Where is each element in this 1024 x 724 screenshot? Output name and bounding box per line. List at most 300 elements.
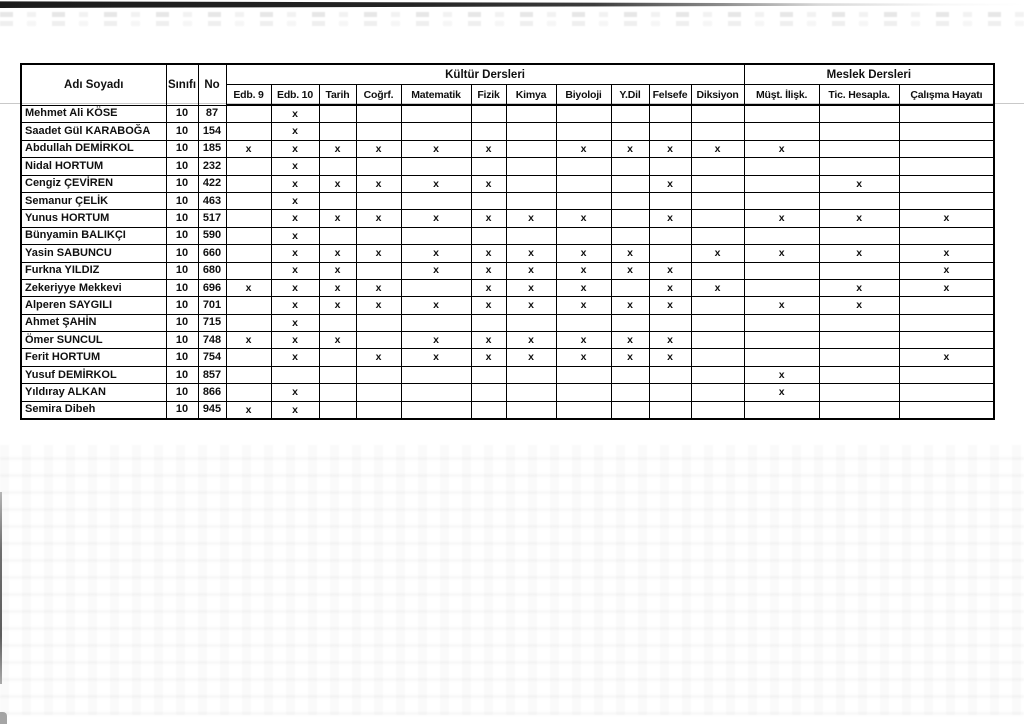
number-cell: 715: [198, 314, 226, 331]
mark-cell-y-dil: [611, 123, 649, 140]
mark-cell-diksiyon: [691, 192, 744, 209]
mark-cell-edb-10: x: [271, 192, 319, 209]
student-name-cell: Yasin SABUNCU: [21, 245, 166, 262]
mark-cell-felsefe: x: [649, 332, 691, 349]
mark-cell-tic-hesapla: [819, 140, 899, 157]
mark-cell-diksiyon: [691, 297, 744, 314]
mark-cell-kimya: [506, 227, 556, 244]
mark-cell-m-t-i-li-k: [744, 332, 819, 349]
header-edb-9: Edb. 9: [226, 85, 271, 106]
mark-cell-matematik: x: [401, 210, 471, 227]
mark-cell-diksiyon: [691, 314, 744, 331]
mark-cell-tarih: [319, 123, 356, 140]
mark-cell-m-t-i-li-k: [744, 227, 819, 244]
number-cell: 154: [198, 123, 226, 140]
mark-cell-edb-9: x: [226, 140, 271, 157]
mark-cell-felsefe: [649, 384, 691, 401]
mark-cell-al-ma-hayat: [899, 314, 994, 331]
mark-cell-diksiyon: x: [691, 245, 744, 262]
student-name-cell: Semira Dibeh: [21, 401, 166, 419]
mark-cell-edb-9: [226, 297, 271, 314]
student-name-cell: Ferit HORTUM: [21, 349, 166, 366]
mark-cell-m-t-i-li-k: x: [744, 210, 819, 227]
table-row: [21, 262, 994, 279]
mark-cell-m-t-i-li-k: [744, 123, 819, 140]
group-header-kultur-dersleri: Kültür Dersleri: [226, 64, 744, 85]
mark-cell-fizik: [471, 314, 506, 331]
mark-cell-co-rf: x: [356, 245, 401, 262]
mark-cell-matematik: [401, 227, 471, 244]
mark-cell-diksiyon: [691, 401, 744, 419]
mark-cell-diksiyon: [691, 384, 744, 401]
mark-cell-y-dil: x: [611, 245, 649, 262]
number-cell: 754: [198, 349, 226, 366]
mark-cell-kimya: x: [506, 297, 556, 314]
mark-cell-biyoloji: x: [556, 140, 611, 157]
class-cell: 10: [166, 366, 198, 383]
number-cell: 866: [198, 384, 226, 401]
number-cell: 87: [198, 105, 226, 123]
mark-cell-y-dil: [611, 192, 649, 209]
mark-cell-biyoloji: [556, 105, 611, 123]
header-tic-hesapla: Tic. Hesapla.: [819, 85, 899, 106]
mark-cell-y-dil: x: [611, 262, 649, 279]
mark-cell-tarih: [319, 314, 356, 331]
mark-cell-y-dil: x: [611, 140, 649, 157]
number-cell: 857: [198, 366, 226, 383]
mark-cell-kimya: [506, 366, 556, 383]
mark-cell-tic-hesapla: [819, 105, 899, 123]
class-cell: 10: [166, 123, 198, 140]
course-selection-sheet: [20, 63, 995, 420]
mark-cell-m-t-i-li-k: [744, 279, 819, 296]
mark-cell-tarih: x: [319, 297, 356, 314]
mark-cell-m-t-i-li-k: x: [744, 384, 819, 401]
mark-cell-biyoloji: [556, 175, 611, 192]
mark-cell-matematik: x: [401, 297, 471, 314]
mark-cell-tic-hesapla: [819, 123, 899, 140]
student-name-cell: Yusuf DEMİRKOL: [21, 366, 166, 383]
mark-cell-felsefe: x: [649, 175, 691, 192]
mark-cell-matematik: [401, 192, 471, 209]
mark-cell-fizik: x: [471, 349, 506, 366]
student-name-cell: Mehmet Ali KÖSE: [21, 105, 166, 123]
mark-cell-y-dil: [611, 314, 649, 331]
student-name-cell: Ahmet ŞAHİN: [21, 314, 166, 331]
header-diksiyon: Diksiyon: [691, 85, 744, 106]
mark-cell-diksiyon: [691, 227, 744, 244]
mark-cell-matematik: [401, 384, 471, 401]
student-name-cell: Saadet Gül KARABOĞA: [21, 123, 166, 140]
table-row: [21, 332, 994, 349]
mark-cell-biyoloji: [556, 192, 611, 209]
mark-cell-tarih: [319, 401, 356, 419]
header-fizik: Fizik: [471, 85, 506, 106]
mark-cell-edb-9: [226, 210, 271, 227]
student-name-cell: Yıldıray ALKAN: [21, 384, 166, 401]
class-cell: 10: [166, 140, 198, 157]
mark-cell-edb-9: x: [226, 332, 271, 349]
mark-cell-tarih: x: [319, 262, 356, 279]
mark-cell-y-dil: [611, 210, 649, 227]
mark-cell-tic-hesapla: x: [819, 210, 899, 227]
number-cell: 232: [198, 158, 226, 175]
mark-cell-fizik: x: [471, 245, 506, 262]
mark-cell-edb-9: [226, 366, 271, 383]
mark-cell-fizik: [471, 384, 506, 401]
student-name-cell: Cengiz ÇEVİREN: [21, 175, 166, 192]
mark-cell-al-ma-hayat: [899, 105, 994, 123]
mark-cell-felsefe: [649, 245, 691, 262]
mark-cell-biyoloji: [556, 384, 611, 401]
mark-cell-edb-10: x: [271, 314, 319, 331]
scan-artifact-corner-mark: [0, 712, 7, 724]
mark-cell-fizik: [471, 105, 506, 123]
mark-cell-fizik: [471, 123, 506, 140]
mark-cell-edb-9: [226, 158, 271, 175]
mark-cell-matematik: x: [401, 349, 471, 366]
mark-cell-diksiyon: [691, 123, 744, 140]
mark-cell-m-t-i-li-k: [744, 192, 819, 209]
class-cell: 10: [166, 158, 198, 175]
mark-cell-felsefe: [649, 401, 691, 419]
mark-cell-biyoloji: [556, 401, 611, 419]
mark-cell-biyoloji: [556, 227, 611, 244]
mark-cell-felsefe: x: [649, 262, 691, 279]
mark-cell-kimya: [506, 314, 556, 331]
mark-cell-y-dil: [611, 401, 649, 419]
mark-cell-edb-10: x: [271, 210, 319, 227]
mark-cell-y-dil: [611, 175, 649, 192]
mark-cell-tarih: [319, 192, 356, 209]
mark-cell-fizik: [471, 158, 506, 175]
mark-cell-felsefe: [649, 227, 691, 244]
mark-cell-tarih: [319, 366, 356, 383]
mark-cell-tic-hesapla: [819, 158, 899, 175]
mark-cell-tic-hesapla: [819, 262, 899, 279]
mark-cell-tic-hesapla: x: [819, 175, 899, 192]
mark-cell-tarih: x: [319, 140, 356, 157]
mark-cell-edb-10: x: [271, 245, 319, 262]
mark-cell-edb-9: x: [226, 279, 271, 296]
mark-cell-diksiyon: x: [691, 140, 744, 157]
mark-cell-diksiyon: x: [691, 279, 744, 296]
mark-cell-edb-10: x: [271, 140, 319, 157]
mark-cell-edb-10: x: [271, 262, 319, 279]
mark-cell-biyoloji: [556, 158, 611, 175]
mark-cell-kimya: x: [506, 210, 556, 227]
mark-cell-edb-10: x: [271, 297, 319, 314]
student-name-cell: Furkna YILDIZ: [21, 262, 166, 279]
mark-cell-y-dil: x: [611, 332, 649, 349]
table-row: [21, 401, 994, 419]
student-name-cell: Alperen SAYGILI: [21, 297, 166, 314]
mark-cell-al-ma-hayat: x: [899, 210, 994, 227]
number-cell: 463: [198, 192, 226, 209]
mark-cell-fizik: [471, 227, 506, 244]
mark-cell-matematik: x: [401, 262, 471, 279]
mark-cell-kimya: [506, 192, 556, 209]
table-row: [21, 366, 994, 383]
mark-cell-tic-hesapla: [819, 349, 899, 366]
header-co-rf: Coğrf.: [356, 85, 401, 106]
mark-cell-co-rf: [356, 158, 401, 175]
student-course-table: [20, 63, 995, 420]
mark-cell-tarih: [319, 158, 356, 175]
mark-cell-biyoloji: [556, 123, 611, 140]
mark-cell-m-t-i-li-k: [744, 349, 819, 366]
mark-cell-diksiyon: [691, 210, 744, 227]
mark-cell-al-ma-hayat: [899, 384, 994, 401]
mark-cell-edb-10: x: [271, 227, 319, 244]
table-row: [21, 245, 994, 262]
mark-cell-tarih: x: [319, 245, 356, 262]
table-row: [21, 279, 994, 296]
header-kimya: Kimya: [506, 85, 556, 106]
mark-cell-biyoloji: x: [556, 245, 611, 262]
mark-cell-diksiyon: [691, 332, 744, 349]
class-cell: 10: [166, 227, 198, 244]
mark-cell-kimya: [506, 105, 556, 123]
mark-cell-y-dil: [611, 158, 649, 175]
class-cell: 10: [166, 314, 198, 331]
group-header-row: [21, 64, 994, 85]
mark-cell-biyoloji: x: [556, 349, 611, 366]
mark-cell-m-t-i-li-k: x: [744, 140, 819, 157]
mark-cell-matematik: [401, 279, 471, 296]
mark-cell-edb-9: [226, 314, 271, 331]
mark-cell-edb-9: [226, 384, 271, 401]
mark-cell-fizik: x: [471, 262, 506, 279]
mark-cell-biyoloji: x: [556, 262, 611, 279]
mark-cell-edb-9: [226, 227, 271, 244]
scan-artifact-bleedthrough-area: [0, 445, 1024, 715]
header-tarih: Tarih: [319, 85, 356, 106]
mark-cell-kimya: x: [506, 245, 556, 262]
student-name-cell: Yunus HORTUM: [21, 210, 166, 227]
student-name-cell: Zekeriyye Mekkevi: [21, 279, 166, 296]
mark-cell-tic-hesapla: [819, 401, 899, 419]
student-name-cell: Nidal HORTUM: [21, 158, 166, 175]
mark-cell-felsefe: [649, 158, 691, 175]
mark-cell-y-dil: x: [611, 297, 649, 314]
mark-cell-edb-10: x: [271, 123, 319, 140]
mark-cell-kimya: [506, 384, 556, 401]
header-adi-soyadi: Adı Soyadı: [21, 64, 166, 105]
mark-cell-co-rf: [356, 314, 401, 331]
mark-cell-diksiyon: [691, 366, 744, 383]
class-cell: 10: [166, 279, 198, 296]
mark-cell-tarih: x: [319, 210, 356, 227]
mark-cell-edb-9: [226, 192, 271, 209]
mark-cell-tarih: x: [319, 279, 356, 296]
table-row: [21, 297, 994, 314]
number-cell: 590: [198, 227, 226, 244]
mark-cell-al-ma-hayat: [899, 192, 994, 209]
mark-cell-co-rf: [356, 123, 401, 140]
header-edb-10: Edb. 10: [271, 85, 319, 106]
header-felsefe: Felsefe: [649, 85, 691, 106]
mark-cell-al-ma-hayat: [899, 401, 994, 419]
mark-cell-m-t-i-li-k: [744, 158, 819, 175]
mark-cell-kimya: x: [506, 262, 556, 279]
mark-cell-al-ma-hayat: x: [899, 279, 994, 296]
mark-cell-tic-hesapla: [819, 227, 899, 244]
mark-cell-matematik: x: [401, 332, 471, 349]
mark-cell-m-t-i-li-k: [744, 175, 819, 192]
class-cell: 10: [166, 175, 198, 192]
mark-cell-m-t-i-li-k: [744, 105, 819, 123]
mark-cell-edb-10: [271, 366, 319, 383]
mark-cell-kimya: x: [506, 279, 556, 296]
mark-cell-matematik: x: [401, 175, 471, 192]
mark-cell-edb-9: [226, 349, 271, 366]
mark-cell-edb-9: x: [226, 401, 271, 419]
class-cell: 10: [166, 384, 198, 401]
header-m-t-i-li-k: Müşt. İlişk.: [744, 85, 819, 106]
mark-cell-tic-hesapla: x: [819, 245, 899, 262]
table-row: [21, 314, 994, 331]
mark-cell-biyoloji: [556, 366, 611, 383]
student-name-cell: Ömer SUNCUL: [21, 332, 166, 349]
mark-cell-diksiyon: [691, 349, 744, 366]
mark-cell-y-dil: [611, 105, 649, 123]
table-row: [21, 384, 994, 401]
table-row: [21, 175, 994, 192]
mark-cell-co-rf: [356, 332, 401, 349]
scan-artifact-bleedthrough-line: [0, 21, 1024, 26]
scan-artifact-left-edge: [0, 492, 2, 684]
mark-cell-al-ma-hayat: [899, 158, 994, 175]
mark-cell-biyoloji: [556, 314, 611, 331]
mark-cell-al-ma-hayat: [899, 297, 994, 314]
header-sinifi: Sınıfı: [166, 64, 198, 105]
mark-cell-y-dil: [611, 366, 649, 383]
mark-cell-felsefe: x: [649, 210, 691, 227]
mark-cell-al-ma-hayat: [899, 123, 994, 140]
mark-cell-tarih: x: [319, 175, 356, 192]
header-matematik: Matematik: [401, 85, 471, 106]
mark-cell-edb-10: x: [271, 158, 319, 175]
scan-artifact-top-edge: [0, 1, 1024, 8]
mark-cell-al-ma-hayat: [899, 366, 994, 383]
mark-cell-tic-hesapla: [819, 332, 899, 349]
mark-cell-kimya: [506, 140, 556, 157]
header-biyoloji: Biyoloji: [556, 85, 611, 106]
mark-cell-tic-hesapla: [819, 384, 899, 401]
mark-cell-tarih: [319, 384, 356, 401]
number-cell: 185: [198, 140, 226, 157]
mark-cell-felsefe: x: [649, 279, 691, 296]
header-al-ma-hayat: Çalışma Hayatı: [899, 85, 994, 106]
mark-cell-matematik: x: [401, 245, 471, 262]
mark-cell-tarih: [319, 349, 356, 366]
mark-cell-biyoloji: x: [556, 279, 611, 296]
table-row: [21, 158, 994, 175]
mark-cell-edb-9: [226, 123, 271, 140]
mark-cell-kimya: x: [506, 332, 556, 349]
mark-cell-al-ma-hayat: [899, 175, 994, 192]
mark-cell-kimya: [506, 401, 556, 419]
student-name-cell: Semanur ÇELİK: [21, 192, 166, 209]
class-cell: 10: [166, 297, 198, 314]
scan-artifact-bleedthrough-line: [0, 12, 1024, 17]
mark-cell-biyoloji: x: [556, 297, 611, 314]
mark-cell-y-dil: x: [611, 349, 649, 366]
mark-cell-al-ma-hayat: [899, 140, 994, 157]
mark-cell-kimya: [506, 175, 556, 192]
mark-cell-co-rf: [356, 384, 401, 401]
mark-cell-co-rf: x: [356, 349, 401, 366]
mark-cell-matematik: [401, 158, 471, 175]
mark-cell-edb-9: [226, 245, 271, 262]
table-row: [21, 105, 994, 123]
mark-cell-co-rf: [356, 227, 401, 244]
mark-cell-tic-hesapla: [819, 314, 899, 331]
mark-cell-diksiyon: [691, 105, 744, 123]
mark-cell-diksiyon: [691, 158, 744, 175]
header-y-dil: Y.Dil: [611, 85, 649, 106]
number-cell: 748: [198, 332, 226, 349]
student-name-cell: Abdullah DEMİRKOL: [21, 140, 166, 157]
table-row: [21, 210, 994, 227]
mark-cell-al-ma-hayat: x: [899, 349, 994, 366]
mark-cell-felsefe: [649, 192, 691, 209]
table-row: [21, 123, 994, 140]
class-cell: 10: [166, 262, 198, 279]
mark-cell-fizik: x: [471, 175, 506, 192]
class-cell: 10: [166, 332, 198, 349]
mark-cell-al-ma-hayat: [899, 227, 994, 244]
mark-cell-tic-hesapla: x: [819, 279, 899, 296]
mark-cell-co-rf: x: [356, 210, 401, 227]
mark-cell-m-t-i-li-k: x: [744, 245, 819, 262]
mark-cell-fizik: x: [471, 140, 506, 157]
mark-cell-edb-9: [226, 105, 271, 123]
mark-cell-diksiyon: [691, 262, 744, 279]
mark-cell-edb-10: x: [271, 384, 319, 401]
table-row: [21, 227, 994, 244]
number-cell: 680: [198, 262, 226, 279]
mark-cell-edb-10: x: [271, 401, 319, 419]
mark-cell-edb-10: x: [271, 332, 319, 349]
mark-cell-kimya: x: [506, 349, 556, 366]
mark-cell-felsefe: [649, 366, 691, 383]
mark-cell-tarih: x: [319, 332, 356, 349]
mark-cell-co-rf: [356, 105, 401, 123]
mark-cell-m-t-i-li-k: [744, 401, 819, 419]
mark-cell-tic-hesapla: [819, 366, 899, 383]
mark-cell-kimya: [506, 158, 556, 175]
table-row: [21, 192, 994, 209]
table-row: [21, 349, 994, 366]
mark-cell-fizik: x: [471, 210, 506, 227]
mark-cell-matematik: [401, 366, 471, 383]
mark-cell-al-ma-hayat: x: [899, 262, 994, 279]
number-cell: 945: [198, 401, 226, 419]
mark-cell-y-dil: [611, 227, 649, 244]
mark-cell-biyoloji: x: [556, 332, 611, 349]
class-cell: 10: [166, 349, 198, 366]
mark-cell-fizik: x: [471, 279, 506, 296]
mark-cell-edb-9: [226, 175, 271, 192]
mark-cell-felsefe: x: [649, 140, 691, 157]
class-cell: 10: [166, 401, 198, 419]
mark-cell-co-rf: x: [356, 279, 401, 296]
mark-cell-felsefe: [649, 314, 691, 331]
mark-cell-al-ma-hayat: x: [899, 245, 994, 262]
header-no: No: [198, 64, 226, 105]
